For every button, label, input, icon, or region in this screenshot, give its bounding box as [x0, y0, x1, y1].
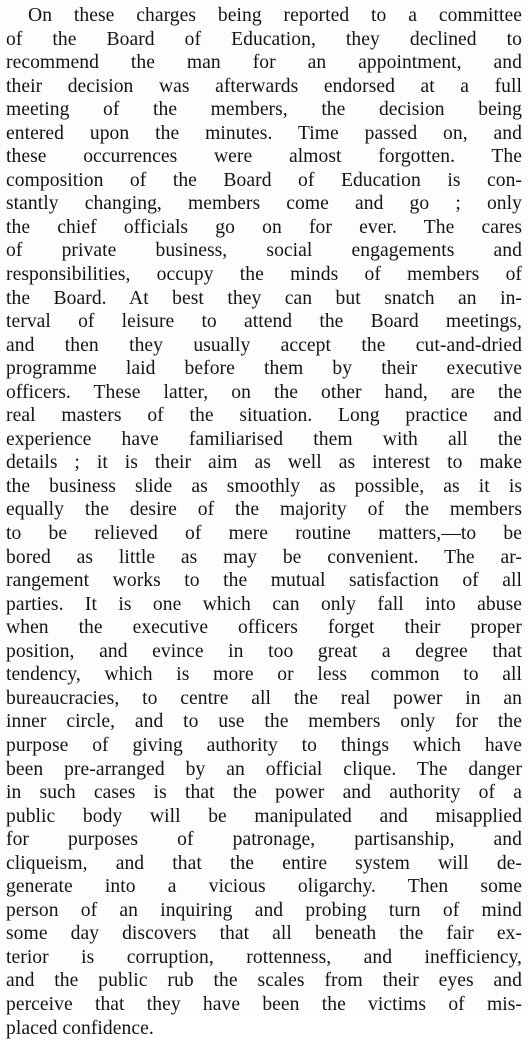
article-line: to be relieved of mere routine matters,—to be	[6, 523, 522, 545]
article-line: for purposes of patronage, partisanship, and	[6, 829, 522, 851]
article-line: On these charges being reported to a committee	[28, 5, 522, 26]
article-line: recommend the man for an appointment, and	[6, 52, 522, 74]
article-line: bored as little as may be convenient. The ar-	[6, 546, 522, 568]
article-line: and then they usually accept the cut-and-dried	[6, 334, 522, 356]
article-column	[6, 4, 522, 1040]
article-line: officers. These latter, on the other hand, are the	[6, 381, 522, 403]
article-line: perceive that they have been the victims of mis-	[6, 993, 522, 1015]
article-line: these occurrences were almost forgotten. The	[6, 146, 522, 168]
article-line: composition of the Board of Education is con-	[6, 169, 522, 191]
article-line: their decision was afterwards endorsed at a full	[6, 75, 522, 97]
article-line: when the executive officers forget their proper	[6, 617, 522, 639]
article-line: inner circle, and to use the members only for the	[6, 711, 522, 733]
article-line: meeting of the members, the decision being	[6, 99, 522, 121]
article-line: responsibilities, occupy the minds of members of	[6, 264, 522, 286]
article-line: cliqueism, and that the entire system will de-	[6, 852, 522, 874]
article-line: some day discovers that all beneath the fair ex-	[6, 923, 522, 945]
article-line: terval of leisure to attend the Board meetings,	[6, 311, 522, 333]
article-line: person of an inquiring and probing turn of mind	[6, 899, 522, 921]
article-line: bureaucracies, to centre all the real power in an	[6, 687, 522, 709]
article-line: experience have familiarised them with all the	[6, 428, 522, 450]
article-line: position, and evince in too great a degree that	[6, 640, 522, 662]
article-line: of the Board of Education, they declined to	[6, 28, 522, 50]
article-line: tendency, which is more or less common to all	[6, 664, 522, 686]
article-line: rangement works to the mutual satisfaction of all	[6, 570, 522, 592]
article-line: stantly changing, members come and go ; only	[6, 193, 522, 215]
article-line: the business slide as smoothly as possible, as it is	[6, 475, 522, 497]
article-line: terior is corruption, rottenness, and inefficiency,	[6, 946, 522, 968]
article-line: been pre-arranged by an official clique. The danger	[6, 758, 522, 780]
article-line: public body will be manipulated and misapplied	[6, 805, 522, 827]
article-line: and the public rub the scales from their eyes and	[6, 970, 522, 992]
article-line: details ; it is their aim as well as interest to make	[6, 452, 522, 474]
article-line: the Board. At best they can but snatch an in-	[6, 287, 522, 309]
article-line: programme laid before them by their executive	[6, 358, 522, 380]
article-line: equally the desire of the majority of the members	[6, 499, 522, 521]
article-line: the chief officials go on for ever. The cares	[6, 216, 522, 238]
article-line: placed confidence.	[6, 1017, 154, 1039]
article-line: of private business, social engagements and	[6, 240, 522, 262]
article-line: generate into a vicious oligarchy. Then some	[6, 876, 522, 898]
article-line: purpose of giving authority to things which have	[6, 734, 522, 756]
article-line: in such cases is that the power and authority of a	[6, 782, 522, 804]
article-line: parties. It is one which can only fall into abuse	[6, 593, 522, 615]
article-line: entered upon the minutes. Time passed on, and	[6, 122, 522, 144]
article-line: real masters of the situation. Long practice and	[6, 405, 522, 427]
